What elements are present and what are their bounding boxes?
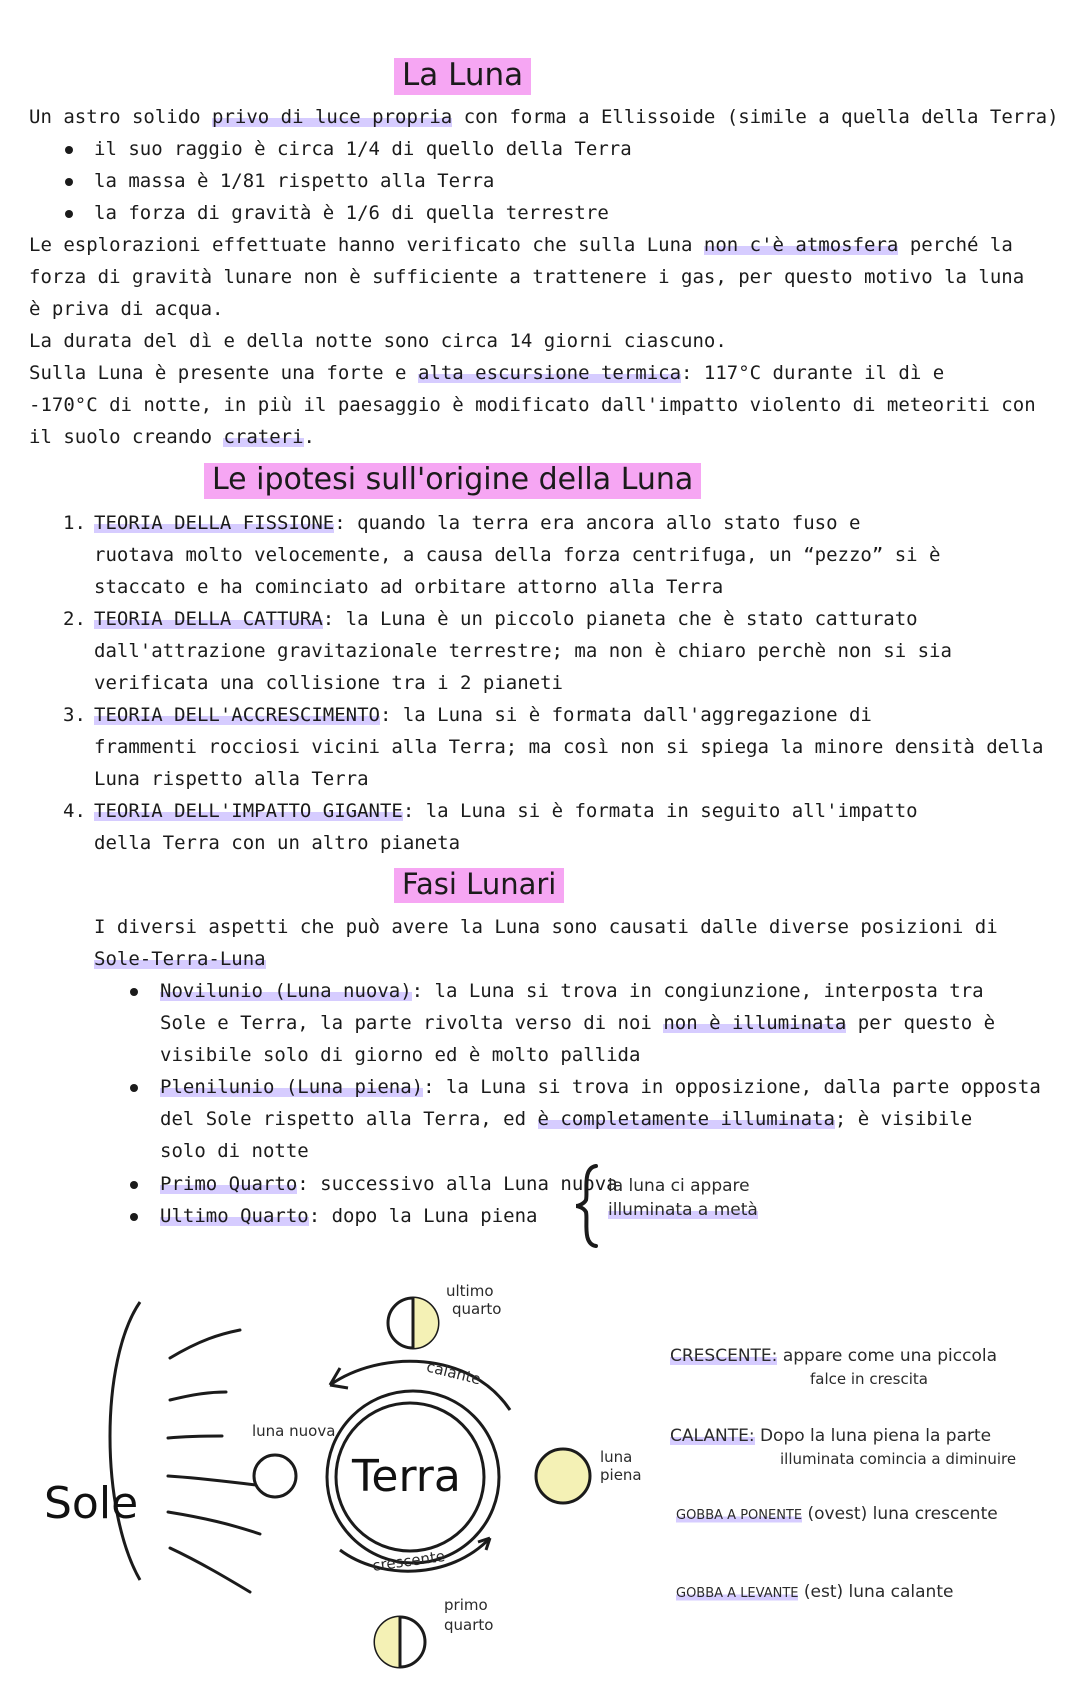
text: ; è visibile <box>834 1108 973 1130</box>
phase-line: solo di notte <box>160 1140 309 1162</box>
text: : successivo alla Luna nuova <box>297 1173 618 1195</box>
note-label: GOBBA A LEVANTE <box>676 1586 799 1601</box>
phase-label: Primo Quarto <box>160 1173 298 1195</box>
phase-label: Novilunio (Luna nuova) <box>160 980 412 1002</box>
section-title-fasi-lunari: Fasi Lunari <box>394 868 564 903</box>
crescente-label: crescente <box>371 1546 447 1576</box>
highlight: alta escursione termica <box>417 362 682 384</box>
note-label: GOBBA A PONENTE <box>676 1508 803 1523</box>
paragraph-line: forza di gravità lunare non è sufficiente a trattenere i gas, per questo motivo la luna <box>29 266 1025 288</box>
bullet-dot <box>65 146 73 154</box>
text: Le esplorazioni effettuate hanno verificato che sulla Luna <box>29 234 704 256</box>
note-crescente: falce in crescita <box>810 1370 928 1388</box>
theory-label: TEORIA DELL'ACCRESCIMENTO <box>94 704 380 726</box>
phase-line <box>160 1076 1041 1098</box>
sun-arc <box>110 1302 140 1580</box>
paragraph-line <box>29 362 944 384</box>
phase-line <box>160 1108 972 1130</box>
theory-line <box>94 512 860 534</box>
text: perché la <box>898 234 1013 256</box>
list-number: 1. <box>63 512 86 534</box>
highlight: crateri <box>223 426 304 448</box>
ultimo-quarto-label: quarto <box>452 1300 502 1318</box>
bullet-dot <box>130 1084 138 1092</box>
theory-line <box>94 704 872 726</box>
list-number: 2. <box>63 608 86 630</box>
text: il suolo creando <box>29 426 224 448</box>
bullet-dot <box>130 988 138 996</box>
earth-label: Terra <box>352 1451 461 1502</box>
ultimo-quarto-label: ultimo <box>446 1282 494 1300</box>
theory-line: dall'attrazione gravitazionale terrestre; ma non è chiaro perchè non si sia <box>94 640 952 662</box>
text: : la Luna si è formata in seguito all'impatto <box>402 800 918 822</box>
text: Dopo la luna piena la parte <box>759 1426 992 1446</box>
text: Sulla Luna è presente una forte e <box>29 362 418 384</box>
first-quarter-moon-icon <box>375 1617 425 1667</box>
sun-label: Sole <box>44 1478 139 1529</box>
theory-line: frammenti rocciosi vicini alla Terra; ma così non si spiega la minore densità della <box>94 736 1044 758</box>
text: : la Luna è un piccolo pianeta che è stato catturato <box>322 608 918 630</box>
paragraph-line <box>29 426 315 448</box>
bullet-dot <box>130 1213 138 1221</box>
section-title-la-luna: La Luna <box>394 58 531 95</box>
highlight: Sole-Terra-Luna <box>94 948 266 970</box>
theory-line: ruotava molto velocemente, a causa della forza centrifuga, un “pezzo” si è <box>94 544 941 566</box>
primo-quarto-label: quarto <box>444 1616 494 1634</box>
text: per questo è <box>846 1012 996 1034</box>
bullet-dot <box>130 1181 138 1189</box>
highlight: illuminata a metà <box>608 1200 758 1220</box>
highlight: è completamente illuminata <box>537 1108 835 1130</box>
paragraph-line: La durata del dì e della notte sono circa 14 giorni ciascuno. <box>29 330 727 352</box>
list-number: 3. <box>63 704 86 726</box>
bullet-item: il suo raggio è circa 1/4 di quello della Terra <box>94 138 632 160</box>
text: Un astro solido <box>29 106 213 128</box>
note-label: CALANTE: <box>670 1426 755 1446</box>
intro-line <box>29 106 1059 128</box>
theory-line <box>94 608 918 630</box>
luna-piena-label: piena <box>600 1466 642 1484</box>
bullet-dot <box>65 210 73 218</box>
new-moon-icon <box>254 1455 296 1497</box>
phase-line <box>160 980 984 1002</box>
theory-line <box>94 800 918 822</box>
phase-label: Ultimo Quarto <box>160 1205 309 1227</box>
theory-label: TEORIA DELLA FISSIONE <box>94 512 335 534</box>
text: : 117°C durante il dì e <box>681 362 945 384</box>
theory-label: TEORIA DELLA CATTURA <box>94 608 323 630</box>
note-gobba-levante <box>676 1582 953 1602</box>
full-moon-icon <box>536 1449 590 1503</box>
highlight: non c'è atmosfera <box>703 234 899 256</box>
sun-rays-icon <box>168 1330 265 1592</box>
text: (ovest) luna crescente <box>807 1504 998 1524</box>
theory-label: TEORIA DELL'IMPATTO GIGANTE <box>94 800 403 822</box>
theory-line: della Terra con un altro pianeta <box>94 832 461 854</box>
paragraph-line <box>29 234 1013 256</box>
text: appare come una piccola <box>782 1346 997 1366</box>
text: : quando la terra era ancora allo stato fuso e <box>334 512 861 534</box>
text: : la Luna si trova in opposizione, dalla parte opposta <box>423 1076 1041 1098</box>
note-crescente <box>670 1346 997 1366</box>
phase-label: Plenilunio (Luna piena) <box>160 1076 424 1098</box>
text: con forma a Ellissoide (simile a quella della Terra) <box>452 106 1059 128</box>
bullet-item: la massa è 1/81 rispetto alla Terra <box>94 170 495 192</box>
theory-line: staccato e ha cominciato ad orbitare attorno alla Terra <box>94 576 724 598</box>
note-gobba-ponente <box>676 1504 998 1524</box>
text: : dopo la Luna piena <box>308 1205 538 1227</box>
note-calante <box>670 1426 991 1446</box>
text: Sole e Terra, la parte rivolta verso di noi <box>160 1012 664 1034</box>
brace-note <box>608 1200 758 1220</box>
text: (est) luna calante <box>803 1582 954 1602</box>
phase-line <box>160 1205 538 1227</box>
calante-label: calante <box>424 1357 483 1389</box>
luna-piena-label: luna <box>600 1448 633 1466</box>
text: del Sole rispetto alla Terra, ed <box>160 1108 538 1130</box>
phases-intro <box>94 948 266 970</box>
bullet-dot <box>65 178 73 186</box>
section-title-ipotesi: Le ipotesi sull'origine della Luna <box>204 463 701 499</box>
primo-quarto-label: primo <box>444 1596 488 1614</box>
note-label: CRESCENTE: <box>670 1346 778 1366</box>
list-number: 4. <box>63 800 86 822</box>
last-quarter-moon-icon <box>388 1298 438 1348</box>
phase-line <box>160 1012 995 1034</box>
paragraph-line: -170°C di notte, in più il paesaggio è modificato dall'impatto violento di meteoriti con <box>29 394 1036 416</box>
theory-line: verificata una collisione tra i 2 pianeti <box>94 672 563 694</box>
text: : la Luna si è formata dall'aggregazione di <box>379 704 872 726</box>
paragraph-line: è priva di acqua. <box>29 298 224 320</box>
text: . <box>303 426 315 448</box>
curly-brace-icon <box>572 1162 606 1250</box>
brace-note: la luna ci appare <box>608 1176 750 1196</box>
phases-intro: I diversi aspetti che può avere la Luna sono causati dalle diverse posizioni di <box>94 916 998 938</box>
luna-nuova-label: luna nuova <box>252 1422 336 1440</box>
highlight: privo di luce propria <box>212 106 453 128</box>
theory-line: Luna rispetto alla Terra <box>94 768 369 790</box>
note-calante: illuminata comincia a diminuire <box>780 1450 1017 1468</box>
phase-line <box>160 1173 618 1195</box>
highlight: non è illuminata <box>663 1012 847 1034</box>
bullet-item: la forza di gravità è 1/6 di quella terrestre <box>94 202 609 224</box>
phase-line: visibile solo di giorno ed è molto pallida <box>160 1044 641 1066</box>
text: : la Luna si trova in congiunzione, interposta tra <box>411 980 984 1002</box>
